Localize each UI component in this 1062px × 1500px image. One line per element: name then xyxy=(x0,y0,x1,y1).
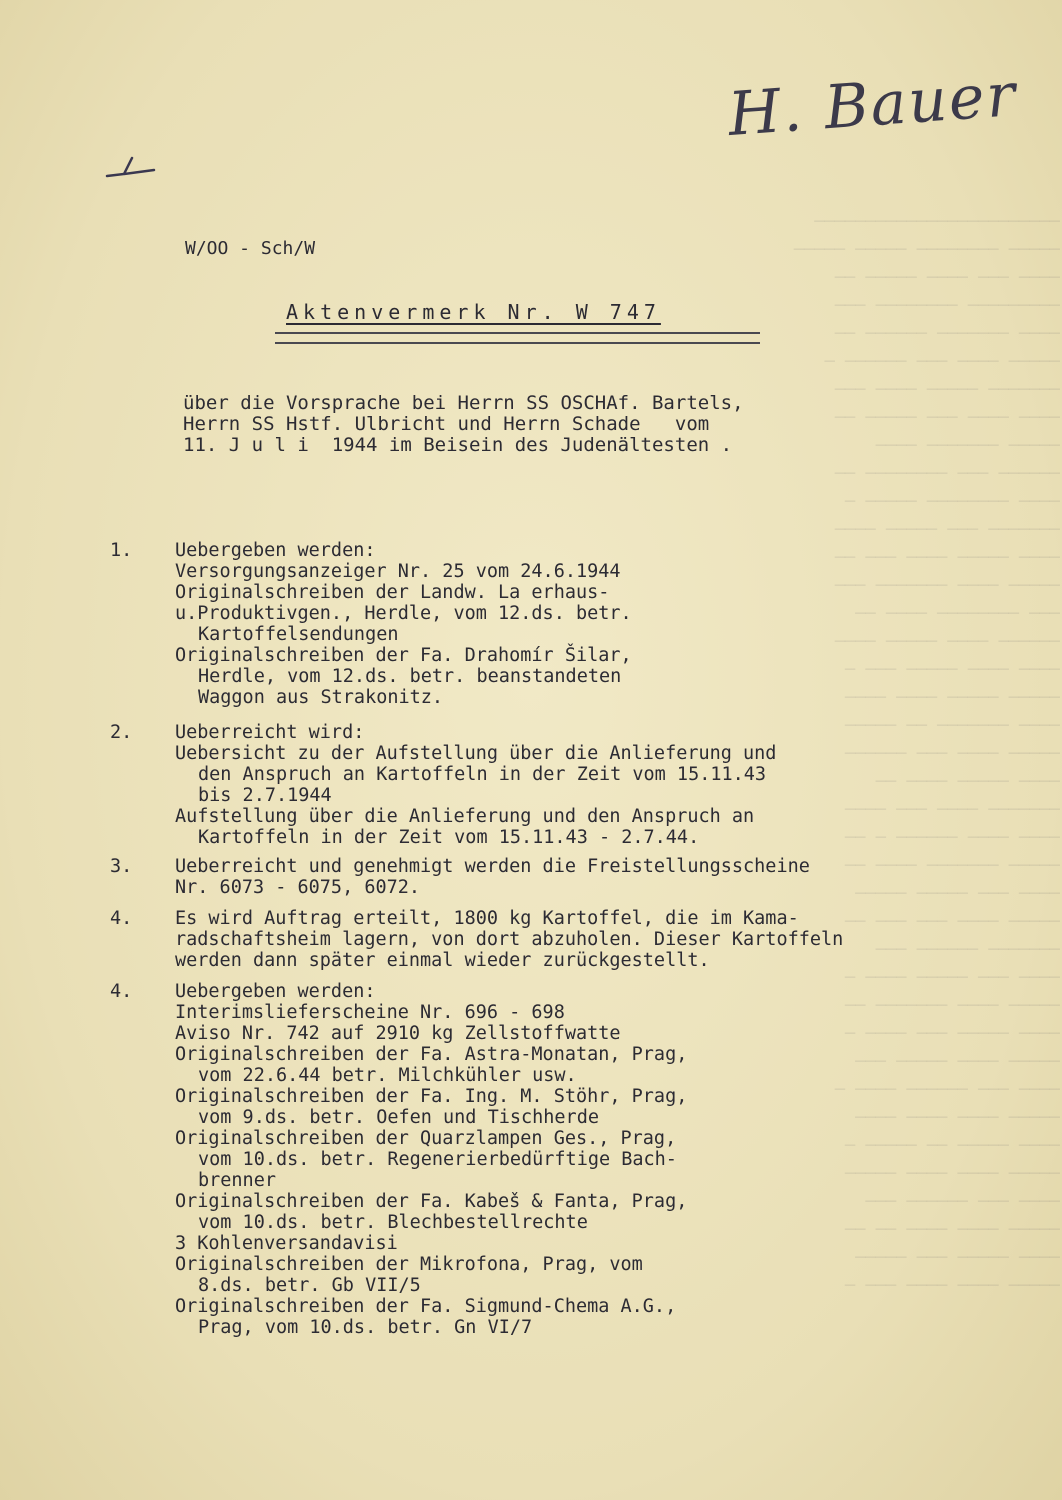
list-item xyxy=(110,856,970,898)
item-line: Aufstellung über die Anlieferung und den Anspruch an xyxy=(175,806,755,827)
item-line: bis 2.7.1944 xyxy=(198,785,332,806)
handwritten-check-mark-icon xyxy=(102,150,162,190)
intro-line: über die Vorsprache bei Herrn SS OSCHAf. Bartels, xyxy=(183,392,744,414)
file-reference: W/OO - Sch/W xyxy=(185,238,316,259)
item-body xyxy=(175,540,970,708)
list-item xyxy=(110,981,970,1338)
item-line: Prag, vom 10.ds. betr. Gn VI/7 xyxy=(198,1317,533,1338)
item-number: 4. xyxy=(110,908,133,929)
item-line: Originalschreiben der Fa. Ing. M. Stöhr, Prag, xyxy=(175,1086,688,1107)
item-line: vom 10.ds. betr. Regenerierbedürftige Bach- xyxy=(198,1149,677,1170)
item-line: werden dann später einmal wieder zurückgestellt. xyxy=(175,950,710,971)
item-line: u.Produktivgen., Herdle, vom 12.ds. betr. xyxy=(175,603,632,624)
item-line: den Anspruch an Kartoffeln in der Zeit vom 15.11.43 xyxy=(198,764,767,785)
item-body xyxy=(175,908,970,971)
item-number: 3. xyxy=(110,856,133,877)
item-body xyxy=(175,722,970,848)
item-line: Aviso Nr. 742 auf 2910 kg Zellstoffwatte xyxy=(175,1023,621,1044)
item-line: vom 9.ds. betr. Oefen und Tischherde xyxy=(198,1107,599,1128)
item-line: Originalschreiben der Fa. Kabeš & Fanta, Prag, xyxy=(175,1191,688,1212)
item-line: Kartoffeln in der Zeit vom 15.11.43 - 2.7.44. xyxy=(198,827,700,848)
item-number: 1. xyxy=(110,540,133,561)
list-item xyxy=(110,908,970,971)
item-line: Originalschreiben der Fa. Drahomír Šilar, xyxy=(175,645,632,666)
item-line: Ueberreicht und genehmigt werden die Freistellungsscheine xyxy=(175,856,810,877)
item-line: Uebergeben werden: xyxy=(175,540,376,561)
item-body xyxy=(175,856,970,898)
item-line: vom 10.ds. betr. Blechbestellrechte xyxy=(198,1212,588,1233)
intro-paragraph xyxy=(183,393,744,456)
item-line: Originalschreiben der Fa. Sigmund-Chema A.G., xyxy=(175,1296,677,1317)
item-line: Versorgungsanzeiger Nr. 25 vom 24.6.1944 xyxy=(175,561,621,582)
item-line: Originalschreiben der Quarzlampen Ges., Prag, xyxy=(175,1128,677,1149)
handwritten-signature: H. Bauer xyxy=(725,59,1020,151)
numbered-items-list xyxy=(110,540,970,1338)
item-line: brenner xyxy=(198,1170,276,1191)
bleed-through-texture: ──────────────────────── ───── ──────── ───── ───── ──── ─── ──── ───── ── ───────── ──────── ─── ──── ─────── ────── ── ───── ──── ─── ────── ─ ─────── ───── ──── ─── ──── ──── ─── ───── ── ───── ─────── ──── ────── ─── ──────── ── ──── ──────── ───── ─ ─────── ─── ───── ──── ──── ───── ──── ─── ── ───── ──── ─────── ─── ─── ──────── ──── ── ────── ──── ───── ──── ──── ──── ───── ─── ─ ───── ───── ──── ──── ──── ─────── ── ───── ───── ──── ─── ────── ──── ───── ──── ── ─────── ──── ─── ──── ──── ──── ────── ─ ── ───── ─────── ──── ── ──── ─── ───── ───── ───── ──── ─── ─── ── ─────── ────── ─── ──── ─── ───── ──── ─ ───── ──── ─────── ── ──── ───── ─── ──── ─ ───── ──── ───── ─── ──── ─── ────── ──── ─ ───── ──── ──── ──── ──── ───── ── ───── ─ ───── ──── ──── ───── ──── ─── ────── ─── ───── ──── ──── ── ── ──── ───── ─── ───── ───── ──── ──── ─── ─ xyxy=(793,212,1060,1296)
title-double-underline xyxy=(275,332,760,344)
item-line: Originalschreiben der Fa. Astra-Monatan, Prag, xyxy=(175,1044,688,1065)
item-number: 4. xyxy=(110,981,133,1002)
item-line: Originalschreiben der Mikrofona, Prag, vom xyxy=(175,1254,643,1275)
item-line: Ueberreicht wird: xyxy=(175,722,365,743)
intro-line: 11. J u l i 1944 im Beisein des Judenältesten . xyxy=(183,434,733,456)
item-body xyxy=(175,981,970,1338)
item-line: 3 Kohlenversandavisi xyxy=(175,1233,398,1254)
list-item xyxy=(110,540,970,708)
item-line: Es wird Auftrag erteilt, 1800 kg Kartoffel, die im Kama- xyxy=(175,908,799,929)
item-line: Interimslieferscheine Nr. 696 - 698 xyxy=(175,1002,565,1023)
item-line: Kartoffelsendungen xyxy=(198,624,399,645)
intro-line: Herrn SS Hstf. Ulbricht und Herrn Schade vom xyxy=(183,413,710,435)
item-number: 2. xyxy=(110,722,133,743)
item-line: vom 22.6.44 betr. Milchkühler usw. xyxy=(198,1065,577,1086)
item-line: Uebersicht zu der Aufstellung über die Anlieferung und xyxy=(175,743,777,764)
item-line: Uebergeben werden: xyxy=(175,981,376,1002)
document-title: Aktenvermerk Nr. W 747 xyxy=(286,300,661,324)
list-item xyxy=(110,722,970,848)
item-line: Waggon aus Strakonitz. xyxy=(198,687,444,708)
item-line: 8.ds. betr. Gb VII/5 xyxy=(198,1275,421,1296)
item-line: Nr. 6073 - 6075, 6072. xyxy=(175,877,421,898)
item-line: Originalschreiben der Landw. La erhaus- xyxy=(175,582,610,603)
item-line: Herdle, vom 12.ds. betr. beanstandeten xyxy=(198,666,622,687)
item-line: radschaftsheim lagern, von dort abzuholen. Dieser Kartoffeln xyxy=(175,929,844,950)
